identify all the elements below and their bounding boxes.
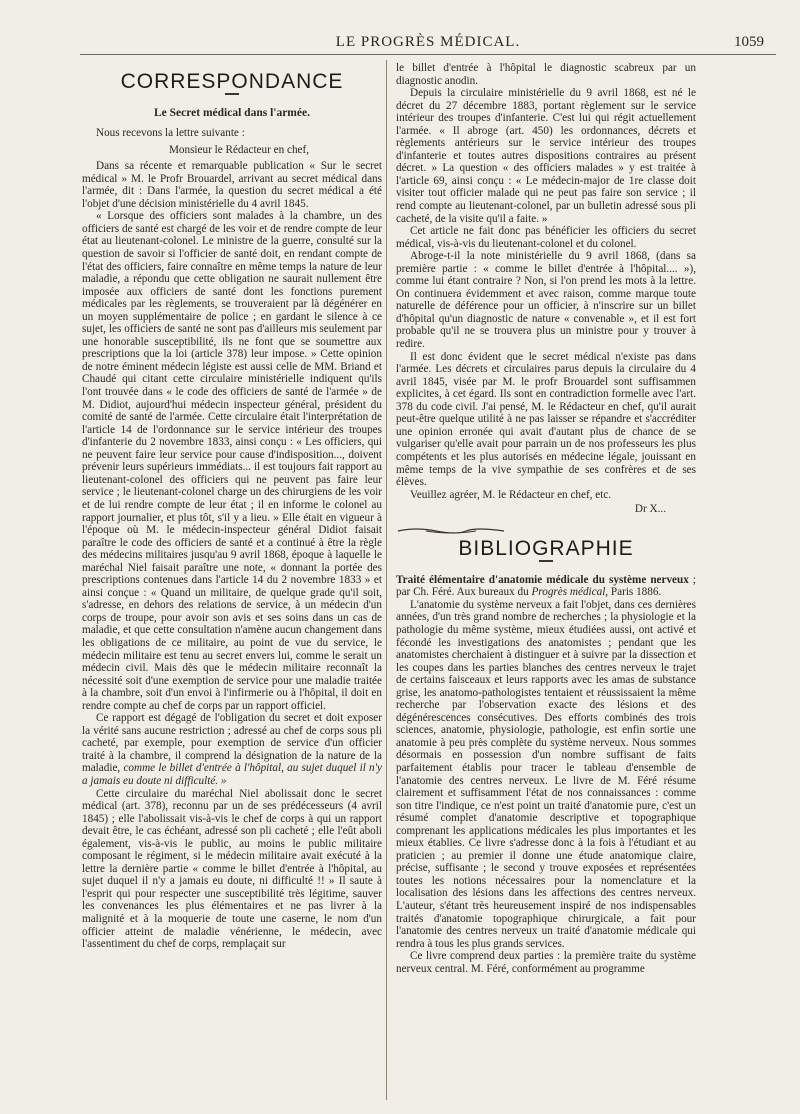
- signature: Dr X...: [634, 503, 666, 516]
- paragraph: [82, 712, 382, 787]
- paragraph: Il est donc évident que le secret médical n'existe pas dans l'armée. Les décrets et circulaires parus depuis la circulaire du 4 avril 1845, visée par M. le profr Brouardel sont suffisammen explicites, à cet égard. Ils sont en contradiction formelle avec l'art. 378 du code civil. J'ai pensé, M. le Rédacteur en chef, qu'il aurait peut-être quelque utilité à ne pas laisser se répandre et s'accréditer une opinion erronée qui avait d'autant plus de chance de se vulgariser qu'elle avait pour parrain un de nos professeurs les plus compétents et les plus autorisés en médecine légale, jouissant en même temps de la vive sympathie de ses confrères et de ses élèves.: [396, 350, 696, 489]
- review-paragraph: L'anatomie du système nerveux a fait l'objet, dans ces dernières années, d'un très grand nombre de recherches ; la physiologie et la pathologie du même système, mieux étudiées aussi, ont activé et fécondé les investigations des anatomistes ; pendant que les anatomistes cherchaient à distinguer et à suivre par la dissection et les coupes dans les parties blanches des centres nerveux le trajet de certains faisceaux et leurs rapports avec les amas de substance grise, les anatomo-pathologistes tentaient et réussissaient la même recherche par l'observation exacte des lésions et des dégénérescences consécutives. Des efforts combinés des trois sciences, anatomie, physiologie, pathologie, est enfin sortie une anatomie à peu près complète du système nerveux. Nous sommes désormais en possession d'un nombre suffisant de faits parfaitement établis pour tracer le tableau d'ensemble de l'anatomie des centres nerveux. Le livre de M. Féré résume clairement et suffisamment l'état de nos connaissances : comme son titre l'indique, ce n'est point un traité d'anatomie pure, c'est un résumé complet d'anatomie descriptive et topographique comprenant les applications médicales les plus importantes et les mieux établies. Ce livre s'adresse donc à la fois à l'étudiant et au praticien ; au premier il donne une étude anatomique claire, précise, suffisante ; le second y trouve exposées et représentées toutes les notions nécessaires pour la nomenclature et la localisation des lésions dans les affections des centres nerveux. L'auteur, s'étant très heureusement inspiré de nos indispensables traités d'anatomie topographique chirurgicale, a fait pour l'anatomie des centres nerveux un traité d'anatomie médicale qui rendra à tous les plus grands services.: [396, 598, 696, 950]
- paragraph: Depuis la circulaire ministérielle du 9 avril 1868, est né le décret du 27 décembre 1883, portant règlement sur le service intérieur des troupes d'infanterie. C'est lui qui régit actuellement l'armée. « Il abroge (art. 450) les ordonnances, décrets et règlements antérieurs sur le service intérieur des troupes d'infanterie et toutes autres dispositions contraires au présent décret. » La question « des officiers malades » y est traitée à l'article 69, ainsi conçu : « Le médecin-major de 1re classe doit visiter tout officier malade qui ne peut pas faire son service ; il rend compte au lieutenant-colonel, par un bulletin adressé sous pli cacheté, de la visite qu'il a faite. »: [396, 87, 696, 225]
- paragraph: Cet article ne fait donc pas bénéficier les officiers du secret médical, vis-à-vis du lieutenant-colonel et du colonel.: [396, 225, 696, 250]
- left-column: [82, 62, 382, 1102]
- page-number: 1059: [734, 34, 764, 50]
- article-title: Le Secret médical dans l'armée.: [154, 106, 310, 119]
- book-place: Paris 1886.: [608, 586, 662, 599]
- book-reference: [396, 574, 696, 599]
- journal-title: LE PROGRÈS MÉDICAL.: [335, 34, 521, 50]
- paragraph: le billet d'entrée à l'hôpital le diagnostic scabreux par un diagnostic anodin.: [396, 62, 696, 87]
- page-header: [80, 32, 776, 55]
- paragraph: Abroge-t-il la note ministérielle du 9 avril 1868, (dans sa première partie : « comme le billet d'entrée à l'hôpital.... »), comme lui étant contraire ? Non, si l'on prend les mots à la lettre. On continuera évidemment et avec raison, comme marque toute naturelle de déférence pour un officier, à n'inscrire sur un billet d'hôpital qu'un diagnostic de nature « convenable », et il est fort probable qu'il ne se trouvera plus un ministre pour y trouver à redire.: [396, 250, 696, 351]
- review-paragraph: Ce livre comprend deux parties : la première traite du système nerveux central. M. Féré, conformément au programme: [396, 950, 696, 975]
- book-journal: Progrès médical,: [531, 586, 609, 599]
- intro-paragraph: Nous recevons la lettre suivante :: [96, 127, 245, 140]
- section-dash: [539, 560, 553, 562]
- section-heading-correspondance: CORRESPONDANCE: [120, 70, 344, 93]
- book-title: Traité élémentaire d'anatomie médicale du système nerveux: [396, 573, 689, 586]
- paragraph: Cette circulaire du maréchal Niel abolissait donc le secret médical (art. 378), reconnu par un de ses prédécesseurs (4 avril 1845) ; elle l'abolissait vis-à-vis le chef de corps à qui un rapport devait être, le cas échéant, adressé son pli cacheté ; elle l'eût aboli également, vis-à-vis le public, au moins le public militaire composant le régiment, si le médecin militaire avait exécuté à la lettre la dernière partie « comme le billet d'entrée à l'hôpital, au sujet duquel il n'y a jamais eu doute, ni difficulté !! » Il saute à l'esprit qui pour respecter une susceptibilité très légitime, sauver les convenances les plus élémentaires et ne pas livrer à la malignité et à la moquerie de toute une caserne, le nom d'un officier atteint de maladie vénérienne, le médecin, avec l'assentiment du chef de corps, remplaçait sur: [82, 787, 382, 951]
- paragraph: Dans sa récente et remarquable publication « Sur le secret médical » M. le Profr Brouardel, arrivant au secret médical dans l'armée, dit : Dans l'armée, la question du secret médical a été l'objet d'une décision ministérielle du 4 avril 1845.: [82, 160, 382, 210]
- book-author: ; par Ch. Féré. Aux bureaux du: [396, 573, 696, 599]
- right-column: [396, 62, 696, 1102]
- column-divider: [386, 60, 387, 1100]
- italic-quote: comme le billet d'entrée à l'hôpital, au sujet duquel il n'y a jamais eu doute ni difficulté. »: [82, 762, 382, 787]
- salutation: Monsieur le Rédacteur en chef,: [168, 143, 310, 156]
- ornament-divider: [396, 526, 506, 536]
- closing-line: Veuillez agréer, M. le Rédacteur en chef, etc.: [410, 488, 612, 501]
- paragraph-text: Ce rapport est dégagé de l'obligation du secret et doit exposer la vérité sans aucune restriction ; adressé au chef de corps sous pli cacheté, par exemple, pour exemption de service d'un officier traité à la chambre, il comprend la désignation de la nature de la maladie,: [82, 712, 382, 775]
- section-heading-bibliographie: BIBLIOGRAPHIE: [458, 537, 634, 561]
- paragraph: « Lorsque des officiers sont malades à la chambre, un des officiers de santé est chargé de les voir et de rendre compte de leur état au lieutenant-colonel. Le ministre de la guerre, consulté sur la question de savoir si l'officier de santé doit, en rendant compte de l'état des officiers, faire connaître en même temps la nature de leur maladie, a répondu que cette obligation ne saurait nullement être imposée aux officiers de santé dont les fonctions purement médicales par les règlements, se trouveraient par là dégénérer en un moyen supplémentaire de police ; en gardant le silence à ce sujet, les officiers de santé ne sont pas d'ailleurs mis seulement par une honorable susceptibilité, ils ne font que se soumettre aux prescriptions que la loi (article 378) leur impose. » Cette opinion de notre éminent médecin légiste est aussi celle de MM. Briand et Chaudé qui citant cette circulaire ministérielle indiquent qu'ils l'ont trouvée dans « le code des officiers de santé de l'armée » de M. Didiot, aujourd'hui médecin inspecteur général, président du comité de santé de l'armée. Cette circulaire était l'interprétation de l'article 14 de l'ordonnance sur le service intérieur des troupes d'infanterie du 2 novembre 1833, ainsi conçu : « Les officiers, qui ne peuvent faire leur service pour cause d'indisposition..., doivent prévenir leurs supérieurs immédiats... il est toujours fait rapport au lieutenant-colonel des officiers qui ne peuvent pas faire leur service ; le lieutenant-colonel charge un des chirurgiens de les voir et de lui rendre compte de leur état ; il en informe le colonel au rapport journalier, et plus tôt, s'il y a lieu. » Elle était en vigueur à l'époque où M. le médecin-inspecteur général Didiot faisait paraître le code des officiers de santé et a continué à être la règle des médecins militaires jusqu'au 9 avril 1868, époque à laquelle le maréchal Niel faisait paraître une note, « donnant la portée des prescriptions contenues dans l'article 14 du 2 novembre 1833 » et ainsi conçue : « Quand un militaire, de quelque grade qu'il soit, s'adresse, en dehors des relations de service, à un médecin d'un corps de troupe, pour avoir son avis et ses soins dans un cas de maladie, et que cette consultation n'amène aucun changement dans les obligations de ce militaire, au point de vue du service, le médecin militaire est tenu au secret envers lui, comme le serait un médecin civil. Mais dès que le médecin militaire reconnaît la nécessité soit d'une exemption de service pour une maladie traitée à la chambre, soit d'un envoi à l'infirmerie ou à l'hôpital, il doit en rendre compte au chef de corps par un rapport officiel.: [82, 210, 382, 712]
